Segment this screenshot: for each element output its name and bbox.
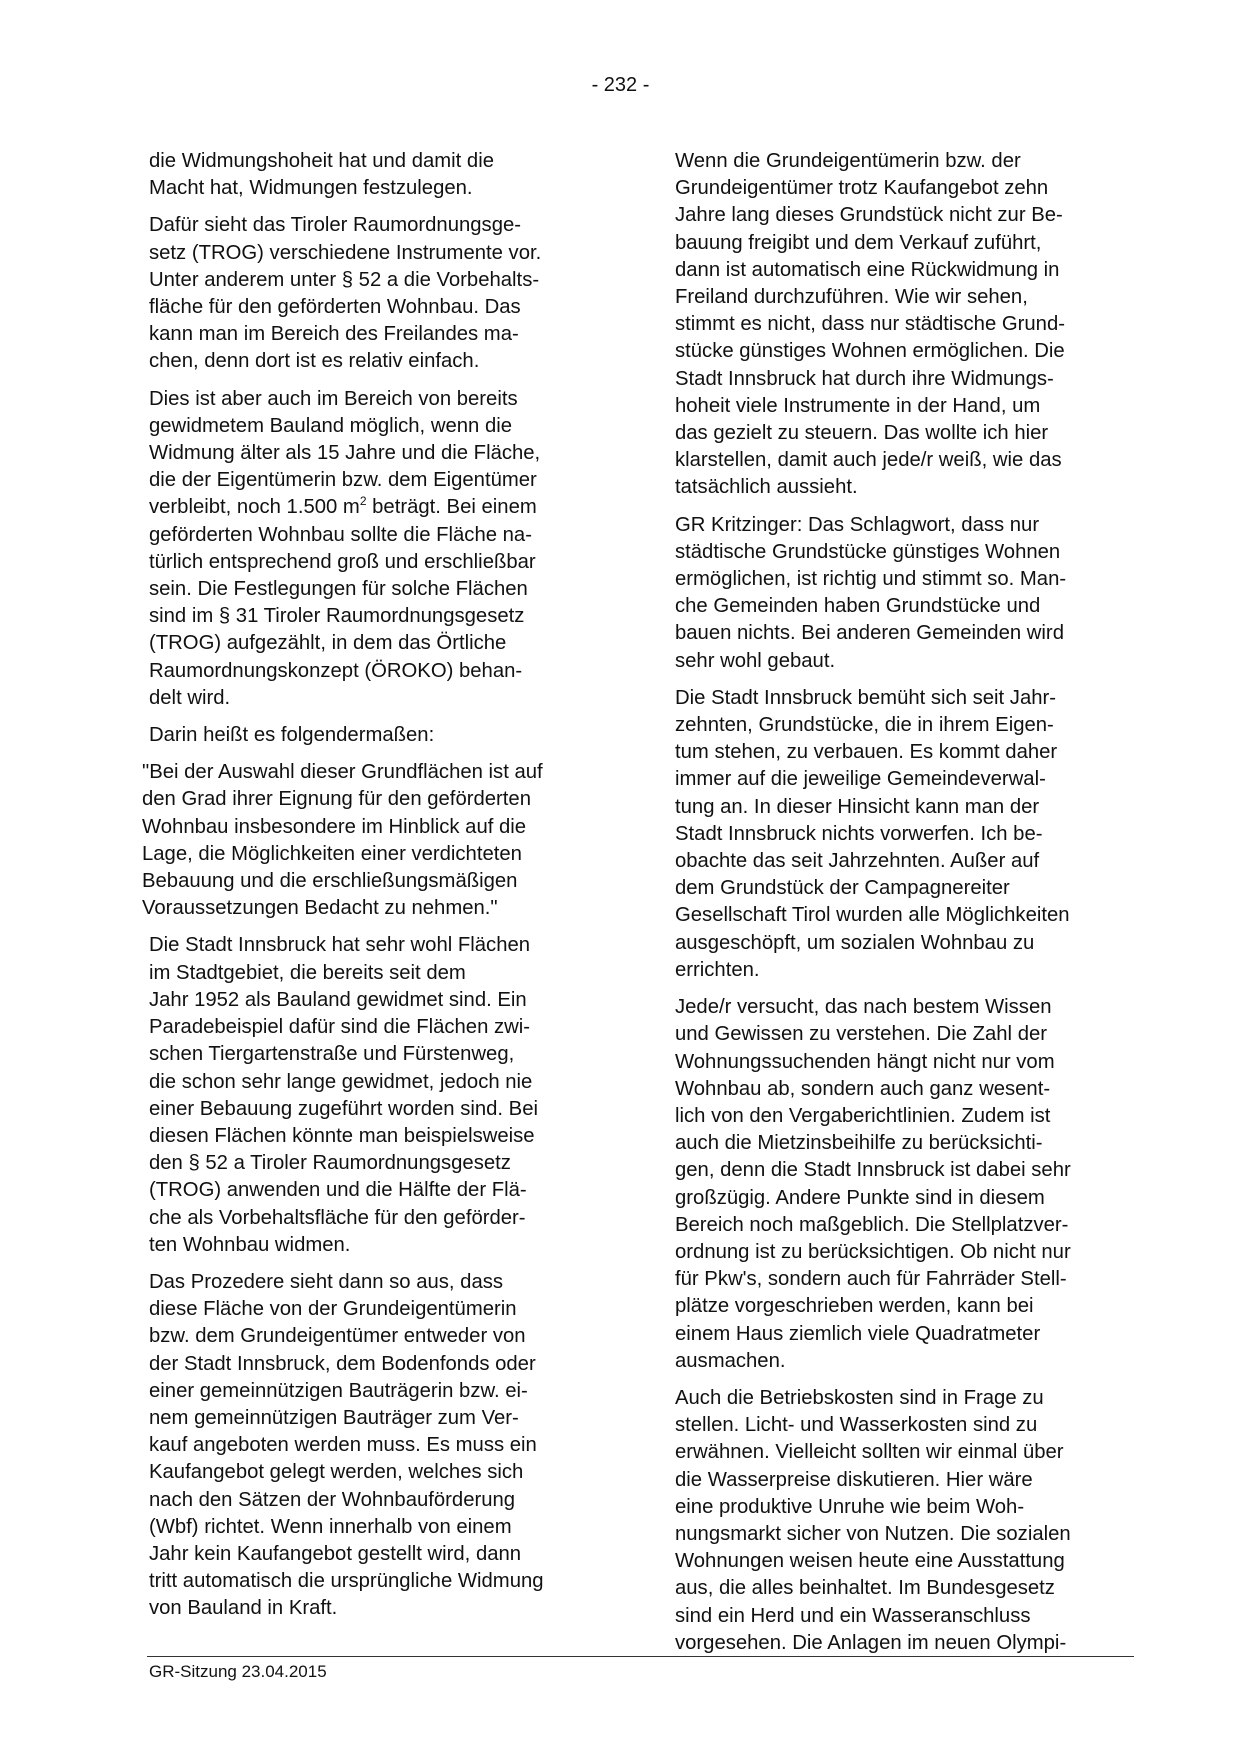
text-line: kauf angeboten werden muss. Es muss ein	[149, 1434, 537, 1457]
page-number: - 232 -	[591, 74, 650, 96]
text-line: lich von den Vergaberichtlinien. Zudem ist	[675, 1104, 1051, 1127]
text-line: ordnung ist zu berücksichtigen. Ob nicht nur	[675, 1240, 1071, 1263]
text-line: schen Tiergartenstraße und Fürstenweg,	[149, 1043, 515, 1066]
text-line: auch die Mietzinsbeihilfe zu berücksichti-	[675, 1132, 1043, 1155]
text-line: Unter anderem unter § 52 a die Vorbehalts-	[149, 268, 540, 291]
text-line: ermöglichen, ist richtig und stimmt so. Man-	[675, 568, 1067, 591]
footer-divider	[147, 1656, 1134, 1657]
text-line: diese Fläche von der Grundeigentümerin	[149, 1298, 517, 1321]
text-line: nem gemeinnützigen Bauträger zum Ver-	[149, 1406, 519, 1429]
text-line: Grundeigentümer trotz Kaufangebot zehn	[675, 177, 1049, 200]
text-line: von Bauland in Kraft.	[149, 1597, 338, 1620]
text-line: dem Grundstück der Campagnereiter	[675, 877, 1010, 900]
text-line: nungsmarkt sicher von Nutzen. Die sozialen	[675, 1522, 1071, 1545]
text-line: dann ist automatisch eine Rückwidmung in	[675, 258, 1060, 281]
text-line: geförderten Wohnbau sollte die Fläche na-	[149, 523, 532, 546]
text-line: den Grad ihrer Eignung für den geförderten	[142, 788, 531, 811]
text-line: fläche für den geförderten Wohnbau. Das	[149, 296, 521, 319]
text-line: Gesellschaft Tirol wurden alle Möglichkeiten	[675, 904, 1070, 927]
text-line: Paradebeispiel dafür sind die Flächen zwi-	[149, 1016, 531, 1039]
paragraph	[675, 685, 1135, 984]
text-line: nach den Sätzen der Wohnbauförderung	[149, 1488, 516, 1511]
text-line: eine produktive Unruhe wie beim Woh-	[675, 1495, 1025, 1518]
text-line: die Wasserpreise diskutieren. Hier wäre	[675, 1468, 1033, 1491]
text-line: Wohnbau ab, sondern auch ganz wesent-	[675, 1077, 1051, 1100]
text-line: Die Stadt Innsbruck hat sehr wohl Flächen	[149, 934, 531, 957]
text-line: Stadt Innsbruck hat durch ihre Widmungs-	[675, 367, 1054, 390]
text-line: städtische Grundstücke günstiges Wohnen	[675, 540, 1061, 563]
text-line: ten Wohnbau widmen.	[149, 1233, 351, 1256]
text-line: Bereich noch maßgeblich. Die Stellplatzver-	[675, 1213, 1069, 1236]
text-line: stücke günstiges Wohnen ermöglichen. Die	[675, 340, 1065, 363]
text-line: die der Eigentümerin bzw. dem Eigentümer	[149, 469, 537, 492]
text-line: sehr wohl gebaut.	[675, 649, 836, 672]
text-line: ausmachen.	[675, 1349, 786, 1372]
text-line: gen, denn die Stadt Innsbruck ist dabei sehr	[675, 1159, 1071, 1182]
text-line: setz (TROG) verschiedene Instrumente vor.	[149, 241, 542, 264]
footer-text: GR-Sitzung 23.04.2015	[149, 1662, 327, 1681]
text-line: für Pkw's, sondern auch für Fahrräder Stell-	[675, 1268, 1067, 1291]
paragraph	[149, 148, 609, 202]
text-line: bzw. dem Grundeigentümer entweder von	[149, 1325, 526, 1348]
text-line: großzügig. Andere Punkte sind in diesem	[675, 1186, 1045, 1209]
paragraph	[142, 759, 609, 922]
text-line: vorgesehen. Die Anlagen im neuen Olympi-	[675, 1631, 1067, 1654]
text-line: che als Vorbehaltsfläche für den geförder-	[149, 1206, 526, 1229]
text-line: "Bei der Auswahl dieser Grundflächen ist auf	[142, 761, 543, 784]
text-line: verbleibt, noch 1.500 $m^2$ beträgt. Bei einem	[149, 494, 537, 519]
text-line: Bebauung und die erschließungsmäßigen	[142, 870, 518, 893]
text-line: (Wbf) richtet. Wenn innerhalb von einem	[149, 1515, 512, 1538]
left-column	[142, 148, 609, 1633]
text-line: che Gemeinden haben Grundstücke und	[675, 595, 1041, 618]
text-line: immer auf die jeweilige Gemeindeverwal-	[675, 768, 1046, 791]
text-line: GR Kritzinger: Das Schlagwort, dass nur	[675, 513, 1040, 536]
paragraph	[149, 932, 609, 1258]
text-line: einer gemeinnützigen Bauträgerin bzw. ei-	[149, 1379, 528, 1402]
paragraph	[149, 212, 609, 375]
paragraph	[149, 1269, 609, 1623]
text-line: stellen. Licht- und Wasserkosten sind zu	[675, 1414, 1038, 1437]
text-line: sind im § 31 Tiroler Raumordnungsgesetz	[149, 605, 525, 628]
text-line: Wohnungen weisen heute eine Ausstattung	[675, 1550, 1065, 1573]
text-line: klarstellen, damit auch jede/r weiß, wie das	[675, 449, 1062, 472]
text-line: tatsächlich aussieht.	[675, 476, 858, 499]
text-line: tritt automatisch die ursprüngliche Widmung	[149, 1570, 544, 1593]
text-line: und Gewissen zu verstehen. Die Zahl der	[675, 1023, 1048, 1046]
text-line: einer Bebauung zugeführt worden sind. Bei	[149, 1097, 538, 1120]
paragraph	[675, 1385, 1135, 1657]
text-line: delt wird.	[149, 686, 231, 709]
text-line: Wohnungssuchenden hängt nicht nur vom	[675, 1050, 1055, 1073]
text-line: kann man im Bereich des Freilandes ma-	[149, 323, 519, 346]
text-line: Auch die Betriebskosten sind in Frage zu	[675, 1386, 1044, 1409]
text-line: die Widmungshoheit hat und damit die	[149, 150, 494, 172]
text-line: chen, denn dort ist es relativ einfach.	[149, 350, 480, 373]
right-column	[675, 148, 1135, 1667]
text-line: Darin heißt es folgendermaßen:	[149, 724, 435, 747]
text-line: errichten.	[675, 958, 760, 981]
text-line: (TROG) aufgezählt, in dem das Örtliche	[149, 632, 507, 655]
text-line: gewidmetem Bauland möglich, wenn die	[149, 414, 513, 437]
text-line: Voraussetzungen Bedacht zu nehmen."	[142, 897, 498, 920]
text-line: stimmt es nicht, dass nur städtische Grund-	[675, 313, 1065, 336]
text-line: Dafür sieht das Tiroler Raumordnungsge-	[149, 214, 522, 237]
text-line: türlich entsprechend groß und erschließbar	[149, 550, 536, 573]
text-line: Lage, die Möglichkeiten einer verdichteten	[142, 842, 522, 865]
text-line: die schon sehr lange gewidmet, jedoch nie	[149, 1070, 533, 1093]
paragraph	[675, 512, 1135, 675]
text-line: sein. Die Festlegungen für solche Flächen	[149, 578, 528, 601]
text-line: obachte das seit Jahrzehnten. Außer auf	[675, 850, 1040, 873]
text-line: Raumordnungskonzept (ÖROKO) behan-	[149, 659, 523, 682]
text-line: ausgeschöpft, um sozialen Wohnbau zu	[675, 931, 1035, 954]
text-line: tung an. In dieser Hinsicht kann man der	[675, 795, 1040, 818]
text-line: Widmung älter als 15 Jahre und die Fläche,	[149, 442, 541, 465]
text-line: plätze vorgeschrieben werden, kann bei	[675, 1295, 1034, 1318]
text-line: Dies ist aber auch im Bereich von bereits	[149, 387, 518, 410]
text-line: tum stehen, zu verbauen. Es kommt daher	[675, 741, 1058, 764]
text-line: bauung freigibt und dem Verkauf zuführt,	[675, 231, 1042, 254]
text-line: Das Prozedere sieht dann so aus, dass	[149, 1270, 504, 1293]
text-line: Jede/r versucht, das nach bestem Wissen	[675, 996, 1052, 1019]
text-line: das gezielt zu steuern. Das wollte ich hier	[675, 422, 1049, 445]
paragraph	[149, 722, 609, 749]
paragraph	[149, 386, 609, 712]
text-line: Wenn die Grundeigentümerin bzw. der	[675, 150, 1021, 172]
text-line: (TROG) anwenden und die Hälfte der Flä-	[149, 1179, 527, 1202]
text-line: Kaufangebot gelegt werden, welches sich	[149, 1461, 524, 1484]
text-line: zehnten, Grundstücke, die in ihrem Eigen-	[675, 714, 1054, 737]
text-line: diesen Flächen könnte man beispielsweise	[149, 1124, 535, 1147]
text-line: der Stadt Innsbruck, dem Bodenfonds oder	[149, 1352, 536, 1375]
paragraph	[675, 148, 1135, 502]
text-line: Jahre lang dieses Grundstück nicht zur Be-	[675, 204, 1063, 227]
text-line: Macht hat, Widmungen festzulegen.	[149, 177, 473, 200]
text-line: einem Haus ziemlich viele Quadratmeter	[675, 1322, 1041, 1345]
text-line: Freiland durchzuführen. Wie wir sehen,	[675, 286, 1028, 309]
text-line: hoheit viele Instrumente in der Hand, um	[675, 394, 1041, 417]
text-line: erwähnen. Vielleicht sollten wir einmal über	[675, 1441, 1064, 1464]
text-line: sind ein Herd und ein Wasseranschluss	[675, 1604, 1031, 1627]
superscript: 2	[359, 494, 367, 509]
text-line: bauen nichts. Bei anderen Gemeinden wird	[675, 622, 1064, 645]
text-line: aus, die alles beinhaltet. Im Bundesgesetz	[675, 1577, 1055, 1600]
text-line: Die Stadt Innsbruck bemüht sich seit Jahr-	[675, 686, 1057, 709]
text-line: den § 52 a Tiroler Raumordnungsgesetz	[149, 1152, 511, 1175]
text-line: Jahr kein Kaufangebot gestellt wird, dann	[149, 1542, 522, 1565]
text-line: Jahr 1952 als Bauland gewidmet sind. Ein	[149, 988, 527, 1011]
text-line: Stadt Innsbruck nichts vorwerfen. Ich be-	[675, 822, 1043, 845]
text-line: im Stadtgebiet, die bereits seit dem	[149, 961, 466, 984]
paragraph	[675, 994, 1135, 1375]
text-line: Wohnbau insbesondere im Hinblick auf die	[142, 815, 527, 838]
